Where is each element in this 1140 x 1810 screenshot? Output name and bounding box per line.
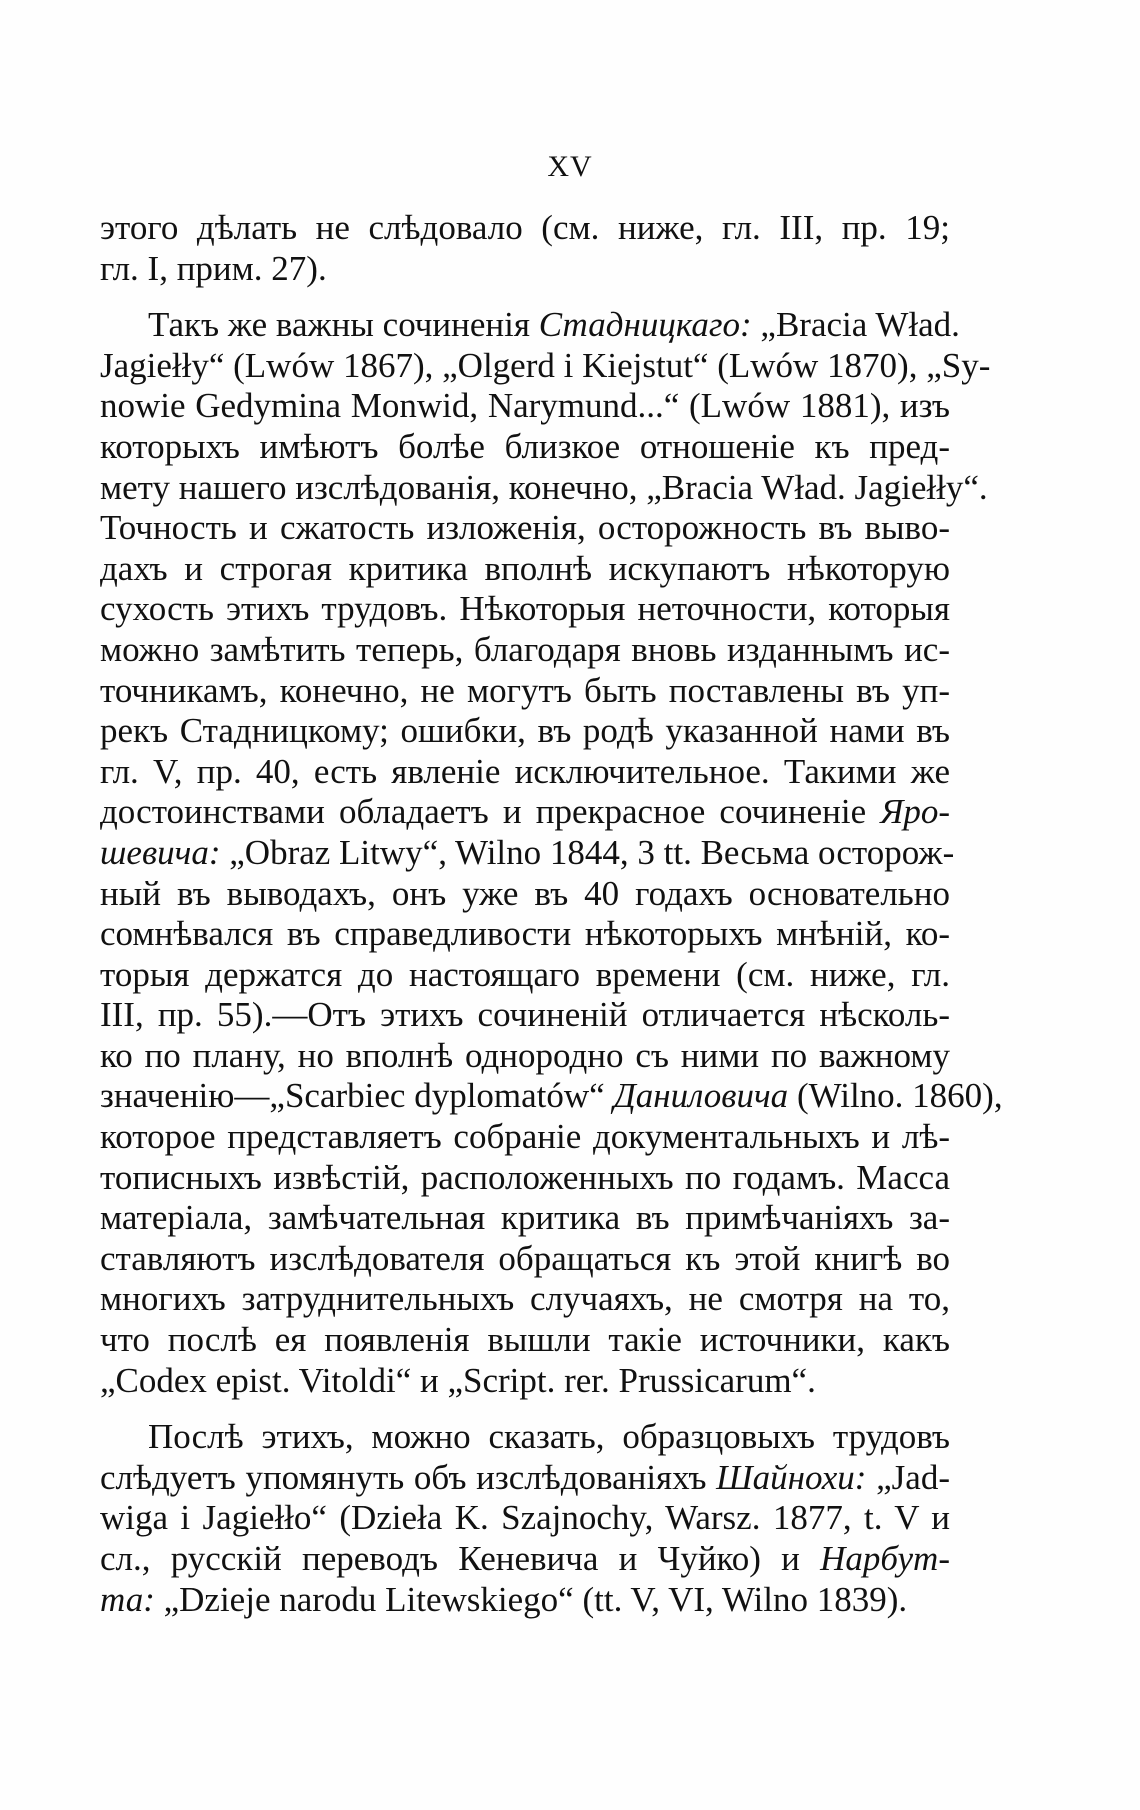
text-line (100, 630, 950, 671)
text-segment: ставляютъ изслѣдователя обращаться къ этой книгѣ во (100, 1238, 950, 1278)
text-line (100, 1036, 950, 1077)
text-segment: торыя держатся до настоящаго времени (см. ниже, гл. (100, 954, 950, 994)
text-segment: значенію—„Scarbiec dyplomatów“ (100, 1076, 614, 1116)
text-line (100, 1158, 950, 1199)
text-segment: „Jad- (866, 1457, 950, 1497)
text-segment: (Wilno. 1860), (788, 1076, 1003, 1116)
text-segment: III, пр. 55).—Отъ этихъ сочиненій отличается нѣсколь- (100, 995, 950, 1035)
text-line (100, 1580, 950, 1621)
text-line (100, 467, 988, 509)
text-segment: гл. I, прим. 27). (100, 248, 327, 288)
text-line (100, 386, 950, 427)
text-line (100, 1198, 950, 1239)
text-segment: этого дѣлать не слѣдовало (см. ниже, гл. III, пр. 19; (100, 208, 950, 247)
text-segment: wiga i Jagiełło“ (Dzieła K. Szajnochy, Warsz. 1877, t. V и (100, 1498, 950, 1538)
text-segment: рекъ Стадницкому; ошибки, въ родѣ указанной нами въ (100, 711, 950, 751)
text-line (100, 427, 950, 468)
text-line (100, 1458, 950, 1499)
text-line (100, 1417, 950, 1458)
text-segment: сл., русскій переводъ Кеневича и Чуйко) и (100, 1539, 821, 1578)
body-text (100, 208, 1003, 1620)
text-line (100, 345, 991, 387)
text-line (100, 711, 950, 752)
text-line (100, 549, 950, 590)
text-line (100, 1539, 950, 1580)
author-name-italic: та: (100, 1579, 155, 1619)
text-line (100, 914, 950, 955)
page-number: XV (547, 150, 593, 183)
text-line (100, 832, 955, 874)
text-line (100, 1498, 950, 1539)
text-line (100, 1076, 1003, 1117)
text-line (100, 249, 950, 290)
text-segment: Послѣ этихъ, можно сказать, образцовыхъ трудовъ (148, 1417, 950, 1457)
text-segment: „Obraz Litwy“, Wilno 1844, 3 tt. Весьма осторож- (220, 832, 955, 872)
text-line (100, 1279, 950, 1320)
text-segment: сомнѣвался въ справедливости нѣкоторыхъ мнѣній, ко- (100, 914, 950, 954)
text-segment: Такъ же важны сочиненія (148, 305, 539, 345)
text-segment: ный въ выводахъ, онъ уже въ 40 годахъ основательно (100, 873, 950, 913)
text-segment: ко по плану, но вполнѣ однородно съ ними по важному (100, 1035, 950, 1075)
text-segment: что послѣ ея появленія вышли такіе источники, какъ (100, 1320, 950, 1360)
author-name-italic: Нарбут- (820, 1539, 950, 1578)
author-name-italic: шевича: (100, 832, 221, 872)
text-segment: которыхъ имѣютъ болѣе близкое отношеніе къ пред- (100, 426, 950, 466)
text-segment: гл. V, пр. 40, есть явленіе исключительное. Такими же (100, 751, 950, 791)
text-line (100, 752, 950, 793)
text-segment: можно замѣтить теперь, благодаря вновь изданнымъ ис- (100, 629, 950, 669)
text-segment: многихъ затруднительныхъ случаяхъ, не смотря на то, (100, 1279, 950, 1319)
author-name-italic: Шайнохи: (716, 1457, 867, 1497)
text-segment: тописныхъ извѣстій, расположенныхъ по годамъ. Масса (100, 1157, 950, 1197)
author-name-italic: Даниловича (613, 1076, 789, 1116)
text-line (100, 508, 950, 549)
text-line (100, 589, 950, 630)
text-line (100, 305, 960, 346)
text-segment: „Dzieje narodu Litewskiego“ (tt. V, VI, Wilno 1839). (154, 1579, 908, 1619)
text-segment: дахъ и строгая критика вполнѣ искупаютъ нѣкоторую (100, 548, 950, 588)
text-line (100, 208, 950, 249)
paragraph-gap (100, 1401, 950, 1417)
text-segment: матеріала, замѣчательная критика въ примѣчаніяхъ за- (100, 1198, 950, 1238)
text-segment: Точность и сжатость изложенія, осторожность въ выво- (100, 508, 950, 548)
text-segment: слѣдуетъ упомянуть объ изслѣдованіяхъ (100, 1457, 717, 1497)
text-segment: которое представляетъ собраніе документальныхъ и лѣ- (100, 1117, 950, 1157)
text-segment: „Bracia Wład. (751, 305, 960, 345)
text-segment: nowie Gedymina Monwid, Narymund...“ (Lwów 1881), изъ (100, 386, 950, 426)
text-line (100, 671, 950, 712)
text-segment: „Codex epist. Vitoldi“ и „Script. rer. Prussicarum“. (100, 1360, 816, 1400)
text-line (100, 995, 950, 1036)
text-line (100, 1117, 950, 1158)
text-line (100, 792, 950, 833)
text-line (100, 1239, 950, 1280)
text-segment: точникамъ, конечно, не могутъ быть поставлены въ уп- (100, 670, 950, 710)
author-name-italic: Яро- (880, 792, 950, 832)
text-segment: мету нашего изслѣдованія, конечно, „Bracia Wład. Jagiełły“. (100, 467, 988, 507)
text-line (100, 874, 950, 915)
paragraph-gap (100, 289, 950, 305)
text-segment: достоинствами обладаетъ и прекрасное сочиненіе (100, 792, 881, 832)
text-line (100, 1361, 950, 1402)
text-segment: сухость этихъ трудовъ. Нѣкоторыя неточности, которыя (100, 589, 950, 629)
text-segment: Jagiełły“ (Lwów 1867), „Olgerd i Kiejstut“ (Lwów 1870), „Sy- (100, 345, 991, 385)
text-line (100, 1320, 950, 1361)
text-line (100, 955, 950, 996)
author-name-italic: Стадницкаго: (538, 305, 752, 345)
